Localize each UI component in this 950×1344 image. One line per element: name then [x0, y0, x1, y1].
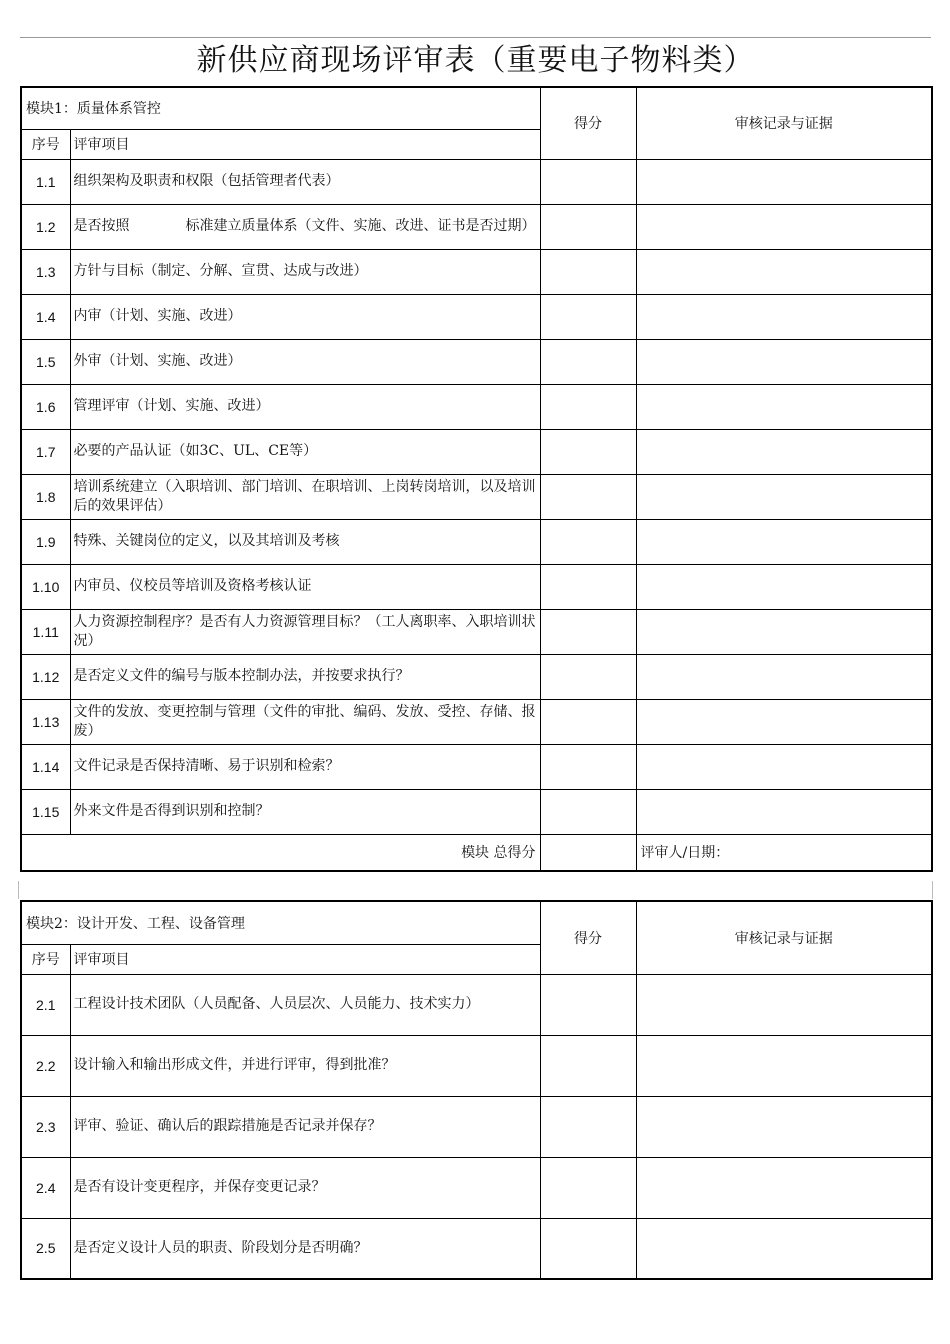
- review-item: 工程设计技术团队（人员配备、人员层次、人员能力、技术实力）: [70, 974, 540, 1035]
- evidence-cell[interactable]: [636, 1096, 932, 1157]
- evidence-cell[interactable]: [636, 654, 932, 699]
- review-item: 内审员、仪校员等培训及资格考核认证: [70, 564, 540, 609]
- evidence-cell[interactable]: [636, 474, 932, 519]
- review-item: 必要的产品认证（如3C、UL、CE等）: [70, 429, 540, 474]
- module2-table: [20, 900, 933, 1280]
- review-item: 文件记录是否保持清晰、易于识别和检索？: [70, 744, 540, 789]
- row-number: 2.4: [21, 1157, 70, 1218]
- review-item: 是否定义设计人员的职责、阶段划分是否明确？: [70, 1218, 540, 1279]
- score-cell[interactable]: [540, 294, 636, 339]
- table-row: [21, 699, 932, 744]
- module1-total-score-cell[interactable]: [540, 834, 636, 871]
- score-cell[interactable]: [540, 1157, 636, 1218]
- row-number: 1.13: [21, 699, 70, 744]
- row-number: 1.14: [21, 744, 70, 789]
- row-number: 1.1: [21, 159, 70, 204]
- score-cell[interactable]: [540, 654, 636, 699]
- score-cell[interactable]: [540, 474, 636, 519]
- module-separator: [18, 881, 933, 899]
- row-number: 1.9: [21, 519, 70, 564]
- row-number: 1.3: [21, 249, 70, 294]
- score-cell[interactable]: [540, 744, 636, 789]
- table-row: [21, 789, 932, 834]
- score-cell[interactable]: [540, 1035, 636, 1096]
- row-number: 1.12: [21, 654, 70, 699]
- table-row: [21, 519, 932, 564]
- score-cell[interactable]: [540, 789, 636, 834]
- module1-no-header: 序号: [21, 129, 70, 159]
- row-number: 2.3: [21, 1096, 70, 1157]
- table-row: [21, 474, 932, 519]
- row-number: 1.11: [21, 609, 70, 654]
- page-title: 新供应商现场评审表（重要电子物料类）: [196, 43, 755, 78]
- review-item: 是否按照 标准建立质量体系（文件、实施、改进、证书是否过期）: [70, 204, 540, 249]
- evidence-cell[interactable]: [636, 744, 932, 789]
- score-cell[interactable]: [540, 384, 636, 429]
- table-row: [21, 249, 932, 294]
- review-item: 培训系统建立（入职培训、部门培训、在职培训、上岗转岗培训，以及培训后的效果评估）: [70, 474, 540, 519]
- review-item: 是否定义文件的编号与版本控制办法，并按要求执行？: [70, 654, 540, 699]
- module2-no-header: 序号: [21, 944, 70, 974]
- score-cell[interactable]: [540, 1218, 636, 1279]
- table-row: [21, 159, 932, 204]
- review-item: 特殊、关键岗位的定义，以及其培训及考核: [70, 519, 540, 564]
- evidence-cell[interactable]: [636, 609, 932, 654]
- evidence-cell[interactable]: [636, 249, 932, 294]
- table-row: [21, 1157, 932, 1218]
- score-cell[interactable]: [540, 609, 636, 654]
- row-number: 1.4: [21, 294, 70, 339]
- score-cell[interactable]: [540, 519, 636, 564]
- score-cell[interactable]: [540, 429, 636, 474]
- row-number: 1.8: [21, 474, 70, 519]
- evidence-cell[interactable]: [636, 429, 932, 474]
- score-cell[interactable]: [540, 699, 636, 744]
- module1-total-label: 模块 总得分: [21, 834, 540, 871]
- evidence-cell[interactable]: [636, 159, 932, 204]
- row-number: 1.6: [21, 384, 70, 429]
- module1-reviewer-date[interactable]: 评审人/日期：: [636, 834, 932, 871]
- row-number: 1.7: [21, 429, 70, 474]
- module2-item-header: 评审项目: [70, 944, 540, 974]
- module1-item-header: 评审项目: [70, 129, 540, 159]
- evidence-cell[interactable]: [636, 384, 932, 429]
- evidence-cell[interactable]: [636, 294, 932, 339]
- table-row: [21, 1096, 932, 1157]
- row-number: 1.2: [21, 204, 70, 249]
- review-item: 管理评审（计划、实施、改进）: [70, 384, 540, 429]
- score-cell[interactable]: [540, 249, 636, 294]
- evidence-cell[interactable]: [636, 1157, 932, 1218]
- table-row: [21, 974, 932, 1035]
- row-number: 1.10: [21, 564, 70, 609]
- table-row: [21, 1035, 932, 1096]
- evidence-cell[interactable]: [636, 1035, 932, 1096]
- review-item: 设计输入和输出形成文件，并进行评审，得到批准？: [70, 1035, 540, 1096]
- score-cell[interactable]: [540, 564, 636, 609]
- score-cell[interactable]: [540, 339, 636, 384]
- module1-score-header: 得分: [540, 87, 636, 159]
- review-item: 人力资源控制程序？是否有人力资源管理目标？（工人离职率、入职培训状况）: [70, 609, 540, 654]
- score-cell[interactable]: [540, 1096, 636, 1157]
- evidence-cell[interactable]: [636, 204, 932, 249]
- module2-title: 模块2：设计开发、工程、设备管理: [21, 901, 540, 944]
- row-number: 2.1: [21, 974, 70, 1035]
- evidence-cell[interactable]: [636, 339, 932, 384]
- evidence-cell[interactable]: [636, 699, 932, 744]
- review-item: 方针与目标（制定、分解、宣贯、达成与改进）: [70, 249, 540, 294]
- module1-table: [20, 86, 933, 872]
- review-item: 组织架构及职责和权限（包括管理者代表）: [70, 159, 540, 204]
- score-cell[interactable]: [540, 159, 636, 204]
- module2-score-header: 得分: [540, 901, 636, 974]
- score-cell[interactable]: [540, 974, 636, 1035]
- evidence-cell[interactable]: [636, 1218, 932, 1279]
- review-item: 外来文件是否得到识别和控制？: [70, 789, 540, 834]
- review-item: 内审（计划、实施、改进）: [70, 294, 540, 339]
- table-row: [21, 654, 932, 699]
- table-row: [21, 609, 932, 654]
- evidence-cell[interactable]: [636, 564, 932, 609]
- review-item: 是否有设计变更程序，并保存变更记录？: [70, 1157, 540, 1218]
- review-item: 外审（计划、实施、改进）: [70, 339, 540, 384]
- table-row: [21, 429, 932, 474]
- evidence-cell[interactable]: [636, 974, 932, 1035]
- evidence-cell[interactable]: [636, 519, 932, 564]
- evidence-cell[interactable]: [636, 789, 932, 834]
- table-row: [21, 384, 932, 429]
- row-number: 1.15: [21, 789, 70, 834]
- module1-title: 模块1：质量体系管控: [21, 87, 540, 129]
- table-row: [21, 294, 932, 339]
- row-number: 1.5: [21, 339, 70, 384]
- table-row: [21, 1218, 932, 1279]
- module2-evidence-header: 审核记录与证据: [636, 901, 932, 974]
- review-item: 文件的发放、变更控制与管理（文件的审批、编码、发放、受控、存储、报废）: [70, 699, 540, 744]
- score-cell[interactable]: [540, 204, 636, 249]
- module1-evidence-header: 审核记录与证据: [636, 87, 932, 159]
- review-item: 评审、验证、确认后的跟踪措施是否记录并保存？: [70, 1096, 540, 1157]
- table-row: [21, 744, 932, 789]
- row-number: 2.2: [21, 1035, 70, 1096]
- table-row: [21, 204, 932, 249]
- table-row: [21, 564, 932, 609]
- table-row: [21, 339, 932, 384]
- row-number: 2.5: [21, 1218, 70, 1279]
